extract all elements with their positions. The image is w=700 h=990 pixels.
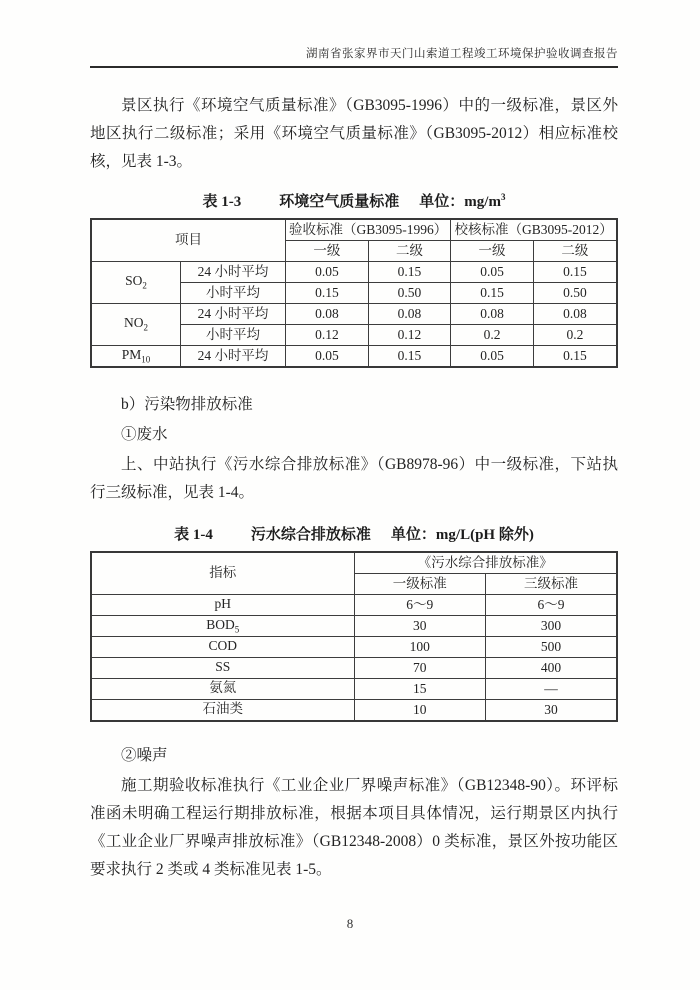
value-cell: 0.05: [286, 262, 369, 283]
value-cell: 0.08: [286, 304, 369, 325]
value-cell: 0.50: [368, 283, 451, 304]
header-standard-name: 《污水综合排放标准》: [354, 552, 617, 574]
table-row: [91, 262, 617, 283]
pollutant-no2: $NO_2$: [91, 304, 180, 346]
indicator-ammonia: 氨氮: [91, 679, 354, 700]
value-cell: 0.2: [533, 325, 617, 346]
value-cell: 10: [354, 700, 486, 722]
table-1-3-title: 环境空气质量标准: [279, 194, 400, 210]
value-cell: 0.05: [451, 262, 534, 283]
value-cell: 70: [354, 658, 486, 679]
table-row: [91, 637, 617, 658]
paragraph-air-quality: 景区执行《环境空气质量标准》（GB3095-1996）中的一级标准，景区外地区执行二级标准；采用《环境空气质量标准》（GB3095-2012）相应标准校核，见表 1-3。: [90, 97, 618, 170]
header-grade-1: 一级: [451, 241, 534, 262]
value-cell: 0.05: [286, 346, 369, 368]
period-cell: 24 小时平均: [180, 304, 285, 325]
value-cell: 6～9: [354, 595, 486, 616]
table-1-4: [90, 551, 618, 722]
indicator-bod5: $BOD_5$: [91, 616, 354, 637]
section-b-heading: b）污染物排放标准: [121, 396, 253, 413]
table-row: [91, 552, 617, 574]
table-row: [91, 219, 617, 241]
table-row: [91, 595, 617, 616]
pollutant-pm10: $PM_{10}$: [91, 346, 180, 368]
running-header-title: 湖南省张家界市天门山索道工程竣工环境保护验收调查报告: [306, 48, 618, 60]
table-row: [91, 616, 617, 637]
value-cell: 0.15: [368, 262, 451, 283]
value-cell: 0.12: [286, 325, 369, 346]
value-cell: 0.15: [286, 283, 369, 304]
indicator-petroleum: 石油类: [91, 700, 354, 722]
period-cell: 小时平均: [180, 283, 285, 304]
value-cell: 0.12: [368, 325, 451, 346]
header-acceptance-standard: 验收标准（GB3095-1996）: [286, 219, 451, 241]
value-cell: 0.15: [533, 346, 617, 368]
value-cell: 100: [354, 637, 486, 658]
value-cell: 0.15: [533, 262, 617, 283]
value-cell: 0.05: [451, 346, 534, 368]
value-cell: 30: [354, 616, 486, 637]
table-1-4-label: 表 1-4: [174, 527, 213, 543]
table-row: [91, 700, 617, 722]
header-grade-2: 二级: [533, 241, 617, 262]
table-1-3-unit: 单位：$mg/m^3$: [419, 192, 506, 210]
table-1-3-caption: [90, 190, 618, 211]
paragraph-noise: 施工期验收标准执行《工业企业厂界噪声标准》（GB12348-90）。环评标准函未明确工程运行期排放标准，根据本项目具体情况，运行期景区内执行《工业企业厂界噪声排放标准》（GB12348-2008）0 类标准，景区外按功能区要求执行 2 类或 4 类标准见表 1-5。: [90, 777, 618, 878]
value-cell: 0.08: [533, 304, 617, 325]
unit-superscript: 3: [500, 192, 506, 202]
table-1-3-label: 表 1-3: [202, 194, 242, 210]
value-cell: 0.15: [368, 346, 451, 368]
value-cell: 0.2: [451, 325, 534, 346]
period-cell: 小时平均: [180, 325, 285, 346]
header-grade-1: 一级: [286, 241, 369, 262]
value-cell: 300: [486, 616, 618, 637]
table-1-3: [90, 218, 618, 368]
value-cell: 15: [354, 679, 486, 700]
header-grade-3-standard: 三级标准: [486, 574, 618, 595]
indicator-cod: COD: [91, 637, 354, 658]
paragraph-wastewater: 上、中站执行《污水综合排放标准》（GB8978-96）中一级标准，下站执行三级标准，见表 1-4。: [90, 456, 618, 501]
pollutant-so2: $SO_2$: [91, 262, 180, 304]
table-row: [91, 658, 617, 679]
subsection-noise-heading: ②噪声: [121, 747, 168, 764]
value-cell: 0.50: [533, 283, 617, 304]
running-header: [90, 45, 618, 68]
subsection-wastewater-heading: ①废水: [121, 426, 168, 443]
value-cell: 0.08: [451, 304, 534, 325]
value-cell: 0.15: [451, 283, 534, 304]
value-cell: —: [486, 679, 618, 700]
header-grade-1-standard: 一级标准: [354, 574, 486, 595]
value-cell: 0.08: [368, 304, 451, 325]
value-cell: 30: [486, 700, 618, 722]
period-cell: 24 小时平均: [180, 262, 285, 283]
header-indicator: 指标: [91, 552, 354, 595]
value-cell: 500: [486, 637, 618, 658]
period-cell: 24 小时平均: [180, 346, 285, 368]
table-row: [91, 679, 617, 700]
header-grade-2: 二级: [368, 241, 451, 262]
value-cell: 6～9: [486, 595, 618, 616]
table-1-4-unit: 单位：mg/L(pH 除外): [390, 527, 534, 543]
table-1-4-caption: [90, 523, 618, 544]
indicator-ph: pH: [91, 595, 354, 616]
value-cell: 400: [486, 658, 618, 679]
table-1-4-title: 污水综合排放标准: [250, 527, 371, 543]
table-row: [91, 304, 617, 325]
page-number: 8: [346, 916, 354, 931]
table-row: [91, 346, 617, 368]
header-item: 项目: [91, 219, 286, 262]
header-check-standard: 校核标准（GB3095-2012）: [451, 219, 617, 241]
indicator-ss: SS: [91, 658, 354, 679]
